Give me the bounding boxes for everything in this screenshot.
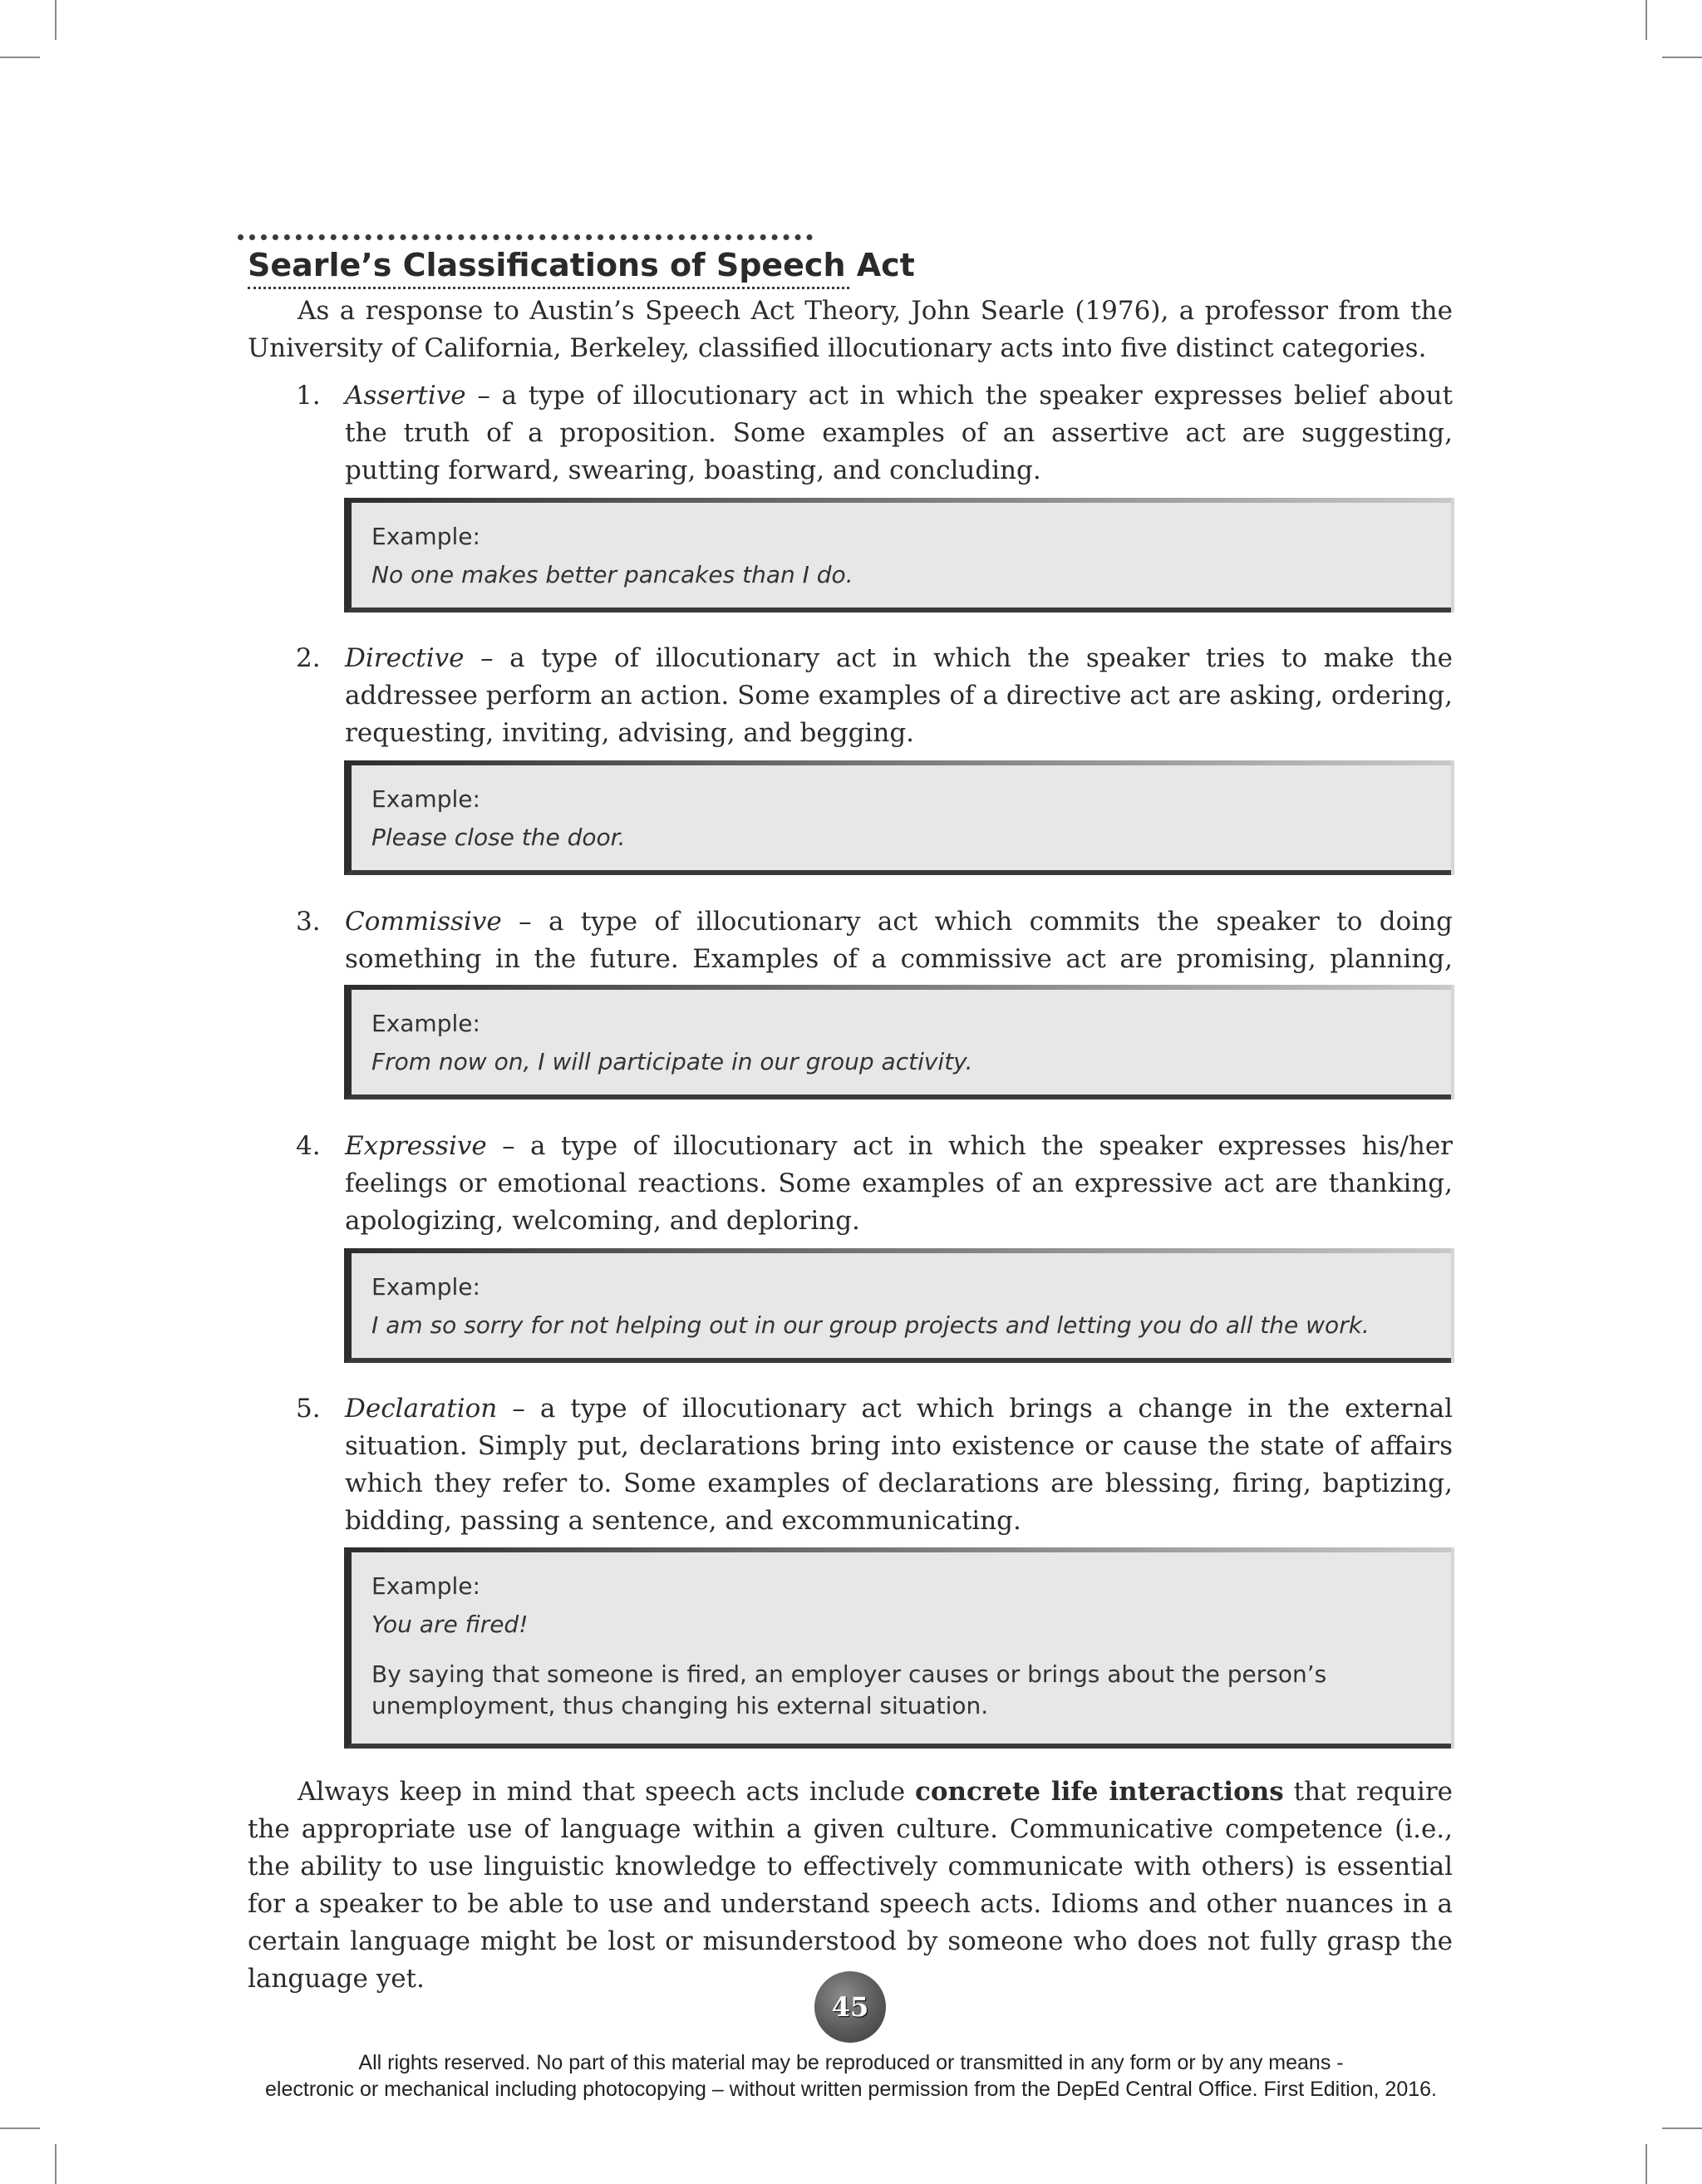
item-number: 2. (296, 643, 321, 673)
example-text: No one makes better pancakes than I do. (371, 561, 853, 588)
example-box-assertive (344, 503, 1451, 612)
closing-text: Always keep in mind that speech acts include (298, 1777, 915, 1807)
list-item-assertive (248, 377, 1453, 489)
example-label: Example: (371, 785, 480, 813)
crop-mark (55, 2144, 57, 2184)
dotted-rule-bottom (248, 287, 849, 289)
item-definition: – a type of illocutionary act in which the speaker expresses belief about the truth of a proposition. Some examples of an assertive act are suggesting, putting forward, swearing, boasting, and concluding. (345, 381, 1453, 485)
footer-line: electronic or mechanical including photocopying – without written permission from the DepEd Central Office. First Edition, 2016. (265, 2078, 1437, 2101)
item-number: 3. (296, 907, 321, 937)
list-item-declaration (248, 1390, 1453, 1540)
example-note: By saying that someone is fired, an employer causes or brings about the person’s unemployment, thus changing his external situation. (371, 1660, 1327, 1719)
example-box-directive (344, 765, 1451, 875)
list-item-directive (248, 640, 1453, 752)
crop-mark (1645, 2144, 1647, 2184)
item-definition: – a type of illocutionary act in which the speaker tries to make the addressee perform an action. Some examples of a directive act are asking, ordering, requesting, inviting, advising, and begging. (345, 643, 1453, 748)
copyright-footer (199, 2049, 1503, 2103)
page-number-badge (814, 1971, 886, 2043)
example-label: Example: (371, 1572, 480, 1600)
example-label: Example: (371, 1273, 480, 1301)
closing-paragraph (248, 1773, 1453, 1998)
crop-mark (1662, 2127, 1702, 2129)
example-box-declaration (344, 1552, 1451, 1749)
item-definition: – a type of illocutionary act which commits the speaker to doing something in the future. Examples of a commissive act are promising, planning, (345, 907, 1453, 974)
example-text: From now on, I will participate in our group activity. (371, 1048, 973, 1075)
item-term: Directive (345, 643, 465, 673)
intro-paragraph: As a response to Austin’s Speech Act Theory, John Searle (1976), a professor from the University of California, Berkeley, classified illocutionary acts into five distinct categories. (248, 296, 1453, 363)
item-definition: – a type of illocutionary act in which the speaker expresses his/her feelings or emotional reactions. Some examples of an expressive act are thanking, apologizing, welcoming, and deploring. (345, 1131, 1453, 1236)
example-text: I am so sorry for not helping out in our group projects and letting you do all the work. (371, 1311, 1370, 1339)
item-term: Commissive (345, 907, 502, 937)
item-number: 1. (296, 381, 321, 411)
example-box-expressive (344, 1253, 1451, 1363)
section-heading: Searle’s Classifications of Speech Act (248, 247, 915, 283)
item-term: Declaration (345, 1394, 498, 1424)
item-definition: – a type of illocutionary act which brings a change in the external situation. Simply put, declarations bring into existence or cause the state of affairs which they refer to. Some examples of declarations are blessing, firing, baptizing, bidding, passing a sentence, and excommunicating. (345, 1394, 1453, 1536)
item-term: Expressive (345, 1131, 487, 1161)
footer-line: All rights reserved. No part of this material may be reproduced or transmitted in any form or by any means - (358, 2051, 1344, 2074)
crop-mark (1645, 0, 1647, 40)
section-heading-block (248, 234, 915, 289)
item-number: 5. (296, 1394, 321, 1424)
closing-text: that require the appropriate use of language within a given culture. Communicative competence (i.e., the ability to use linguistic knowledge to effectively communicate with others) is essential for a speaker to be able to use and understand speech acts. Idioms and other nuances in a certain language might be lost or misunderstood by someone who does not fully grasp the language yet. (248, 1777, 1453, 1994)
example-label: Example: (371, 523, 480, 550)
page-number: 45 (831, 1991, 869, 2023)
crop-mark (55, 0, 57, 40)
crop-mark (1662, 57, 1702, 58)
example-label: Example: (371, 1010, 480, 1037)
example-box-commissive (344, 990, 1451, 1099)
closing-emphasis: concrete life interactions (914, 1777, 1284, 1807)
dotted-rule-top (238, 234, 813, 240)
example-text: Please close the door. (371, 824, 626, 851)
example-text: You are fired! (371, 1611, 529, 1638)
item-term: Assertive (345, 381, 466, 411)
crop-mark (0, 2127, 40, 2129)
crop-mark (0, 57, 40, 58)
item-number: 4. (296, 1131, 321, 1161)
list-item-expressive (248, 1128, 1453, 1240)
